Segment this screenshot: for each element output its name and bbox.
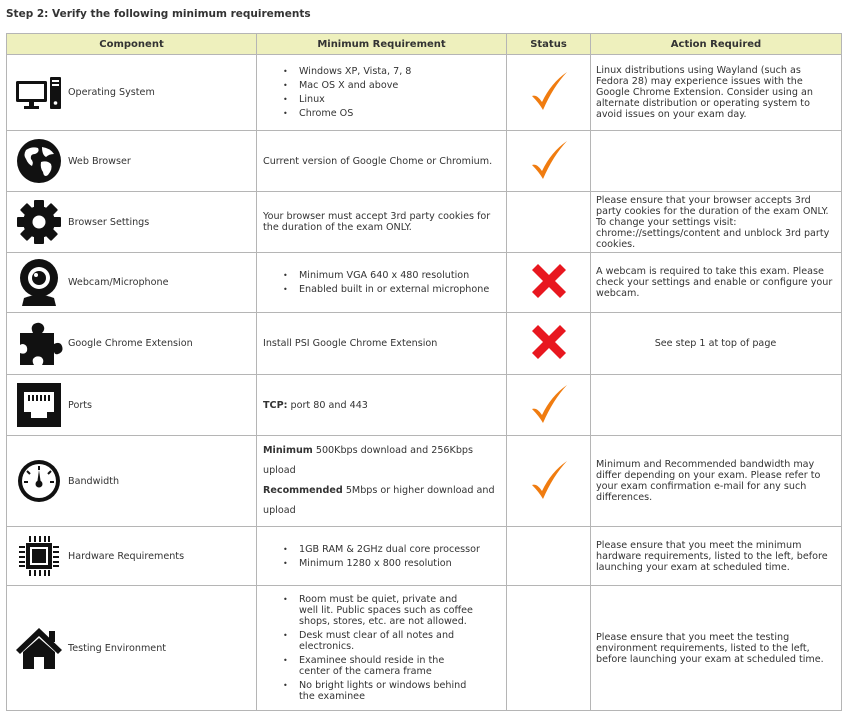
requirement-text: 5Mbps or higher download and upload bbox=[263, 485, 495, 516]
list-item: • Linux bbox=[293, 94, 500, 105]
requirement-label: Minimum bbox=[263, 445, 313, 456]
header-component: Component bbox=[7, 34, 257, 55]
component-label: Ports bbox=[68, 399, 93, 411]
requirement-text: Install PSI Google Chrome Extension bbox=[257, 313, 507, 375]
list-item: • Minimum VGA 640 x 480 resolution bbox=[293, 270, 500, 281]
status-cross-icon bbox=[528, 260, 570, 302]
action-text: Minimum and Recommended bandwidth may differ depending on your exam. Please refer to your exam confirmation e-mail for any such differences. bbox=[591, 436, 842, 527]
header-action-required: Action Required bbox=[591, 34, 842, 55]
table-row bbox=[7, 253, 842, 313]
action-text: A webcam is required to take this exam. Please check your settings and enable or configure your webcam. bbox=[591, 253, 842, 313]
table-row bbox=[7, 375, 842, 436]
action-text: Please ensure that you meet the testing environment requirements, listed to the left, before launching your exam at scheduled time. bbox=[591, 586, 842, 711]
table-row bbox=[7, 586, 842, 711]
action-text: Linux distributions using Wayland (such as Fedora 28) may experience issues with the Google Chrome Extension. Consider using an alternate distribution or operating system to avoid issues on your exam day. bbox=[591, 55, 842, 131]
table-row bbox=[7, 55, 842, 131]
requirement-label: Recommended bbox=[263, 485, 343, 496]
list-item: • Mac OS X and above bbox=[293, 80, 500, 91]
list-item: • 1GB RAM & 2GHz dual core processor bbox=[293, 544, 500, 555]
list-item: • Chrome OS bbox=[293, 108, 500, 119]
list-item: • Minimum 1280 x 800 resolution bbox=[293, 558, 500, 569]
status-check-icon bbox=[527, 382, 571, 426]
list-item: • Room must be quiet, private and well lit. Public spaces such as coffee shops, stores, etc. are not allowed. bbox=[293, 594, 478, 627]
computer-icon bbox=[13, 68, 65, 118]
requirements-table bbox=[6, 33, 842, 711]
status-check-icon bbox=[527, 458, 571, 502]
component-label: Operating System bbox=[68, 87, 155, 98]
list-item: • Examinee should reside in the center of the camera frame bbox=[293, 655, 478, 677]
gear-icon bbox=[13, 197, 65, 247]
table-row bbox=[7, 192, 842, 253]
table-row bbox=[7, 313, 842, 375]
list-item: • Enabled built in or external microphone bbox=[293, 284, 500, 295]
requirement-text: Your browser must accept 3rd party cookies for the duration of the exam ONLY. bbox=[257, 192, 507, 253]
status-cross-icon bbox=[528, 321, 570, 363]
header-minimum-requirement: Minimum Requirement bbox=[257, 34, 507, 55]
requirement-text: Current version of Google Chome or Chromium. bbox=[257, 131, 507, 192]
action-text bbox=[591, 375, 842, 436]
table-row bbox=[7, 436, 842, 527]
action-text: Please ensure that your browser accepts 3rd party cookies for the duration of the exam ONLY. To change your settings visit: chrome://settings/content and unblock 3rd party cookies. bbox=[591, 192, 842, 253]
list-item: • Desk must clear of all notes and electronics. bbox=[293, 630, 478, 652]
component-label: Google Chrome Extension bbox=[68, 338, 193, 349]
table-row bbox=[7, 131, 842, 192]
action-text bbox=[591, 131, 842, 192]
step-title: Step 2: Verify the following minimum requirements bbox=[6, 8, 311, 20]
ethernet-port-icon bbox=[13, 380, 65, 430]
component-label: Webcam/Microphone bbox=[68, 277, 169, 288]
header-status: Status bbox=[507, 34, 591, 55]
component-label: Testing Environment bbox=[68, 642, 167, 654]
component-label: Browser Settings bbox=[68, 216, 150, 228]
component-label: Bandwidth bbox=[68, 475, 120, 487]
list-item: • Windows XP, Vista, 7, 8 bbox=[293, 66, 500, 77]
component-label: Web Browser bbox=[68, 155, 131, 167]
component-label: Hardware Requirements bbox=[68, 550, 185, 562]
chip-icon bbox=[13, 531, 65, 581]
action-text: See step 1 at top of page bbox=[591, 313, 842, 375]
globe-icon bbox=[13, 136, 65, 186]
requirement-label: TCP: bbox=[263, 399, 288, 411]
action-text: Please ensure that you meet the minimum hardware requirements, listed to the left, before launching your exam at scheduled time. bbox=[591, 527, 842, 586]
home-icon bbox=[13, 623, 65, 673]
list-item: • No bright lights or windows behind the examinee bbox=[293, 680, 478, 702]
gauge-icon bbox=[13, 456, 65, 506]
puzzle-icon bbox=[13, 319, 65, 369]
requirement-text: 500Kbps download and 256Kbps upload bbox=[263, 445, 473, 476]
webcam-icon bbox=[13, 258, 65, 308]
requirement-text: port 80 and 443 bbox=[290, 399, 368, 411]
status-check-icon bbox=[527, 69, 571, 113]
table-header-row bbox=[7, 34, 842, 55]
status-check-icon bbox=[527, 138, 571, 182]
table-row bbox=[7, 527, 842, 586]
